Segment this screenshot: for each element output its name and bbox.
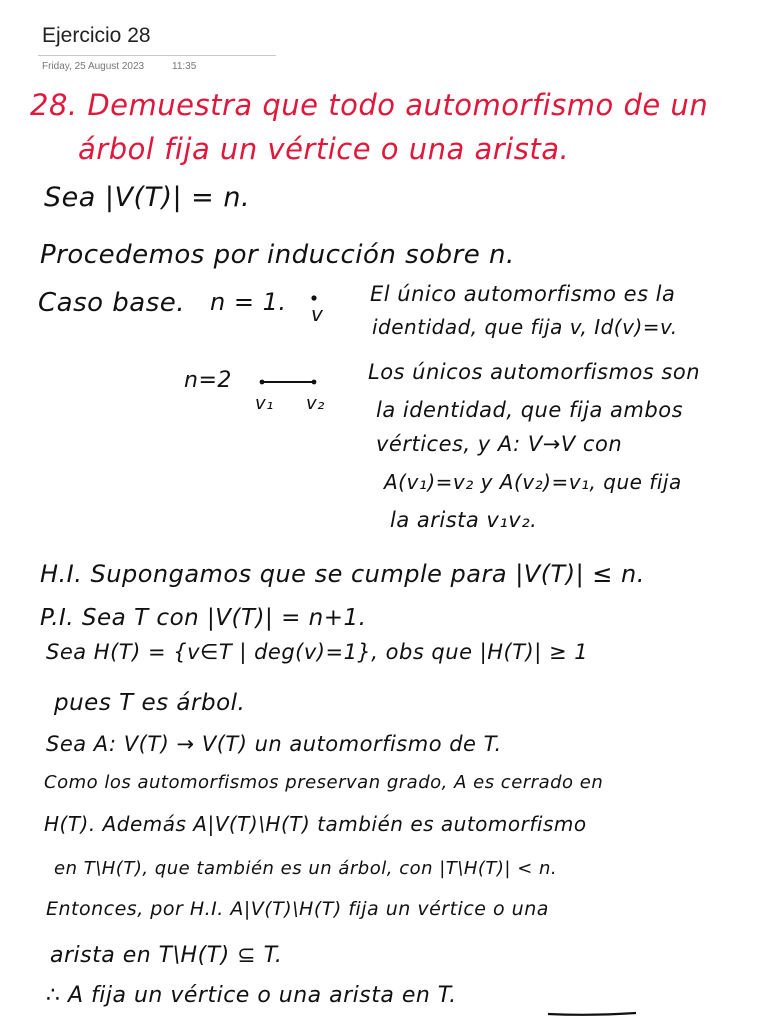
proof-pi-5: Como los automorfismos preservan grado, A es cerrado en (44, 772, 604, 793)
n1-text-1: El único automorfismo es la (370, 282, 676, 306)
proof-pi-6: H(T). Además A|V(T)\H(T) también es automorfismo (44, 812, 587, 836)
page-date: Friday, 25 August 2023 (42, 61, 145, 72)
n2-text-1: Los únicos automorfismos son (368, 360, 701, 384)
n2-text-2: la identidad, que fija ambos (376, 398, 684, 422)
underline-en-t (548, 1013, 636, 1015)
n2-text-5: la arista v₁v₂. (390, 508, 538, 532)
base-case-n1: n = 1. (210, 288, 287, 316)
base-case-label: Caso base. (38, 288, 186, 318)
vertex-v1-label: v₁ (255, 393, 274, 414)
proof-hi: H.I. Supongamos que se cumple para |V(T)| ≤ n. (40, 560, 645, 588)
n2-text-4: A(v₁)=v₂ y A(v₂)=v₁, que fija (384, 470, 682, 494)
proof-pi-4: Sea A: V(T) → V(T) un automorfismo de T. (46, 732, 502, 756)
n2-text-3: vértices, y A: V→V con (376, 432, 623, 456)
vertex-v-label: v (311, 302, 324, 326)
proof-pi-1: P.I. Sea T con |V(T)| = n+1. (40, 605, 367, 631)
page-time: 11:35 (172, 61, 197, 72)
statement-line-1: 28. Demuestra que todo automorfismo de un (30, 88, 709, 122)
proof-pi-10: ∴ A fija un vértice o una arista en T. (46, 983, 457, 1008)
proof-pi-2: Sea H(T) = {v∈T | deg(v)=1}, obs que |H(T)| ≥ 1 (46, 640, 589, 664)
statement-line-2: árbol fija un vértice o una arista. (78, 132, 570, 166)
proof-pi-3: pues T es árbol. (54, 690, 246, 716)
n1-text-2: identidad, que fija v, Id(v)=v. (372, 315, 678, 339)
base-case-n2: n=2 (184, 368, 232, 393)
proof-sea: Sea |V(T)| = n. (44, 182, 251, 213)
proof-pi-8: Entonces, por H.I. A|V(T)\H(T) fija un vértice o una (46, 898, 549, 920)
proof-pi-9: arista en T\H(T) ⊆ T. (50, 943, 283, 968)
vertex-v-dot (311, 295, 316, 300)
vertex-v2-label: v₂ (306, 393, 325, 414)
page-title: Ejercicio 28 (42, 24, 151, 47)
proof-pi-7: en T\H(T), que también es un árbol, con |T\H(T)| < n. (54, 858, 558, 879)
proof-induction: Procedemos por inducción sobre n. (40, 240, 515, 270)
